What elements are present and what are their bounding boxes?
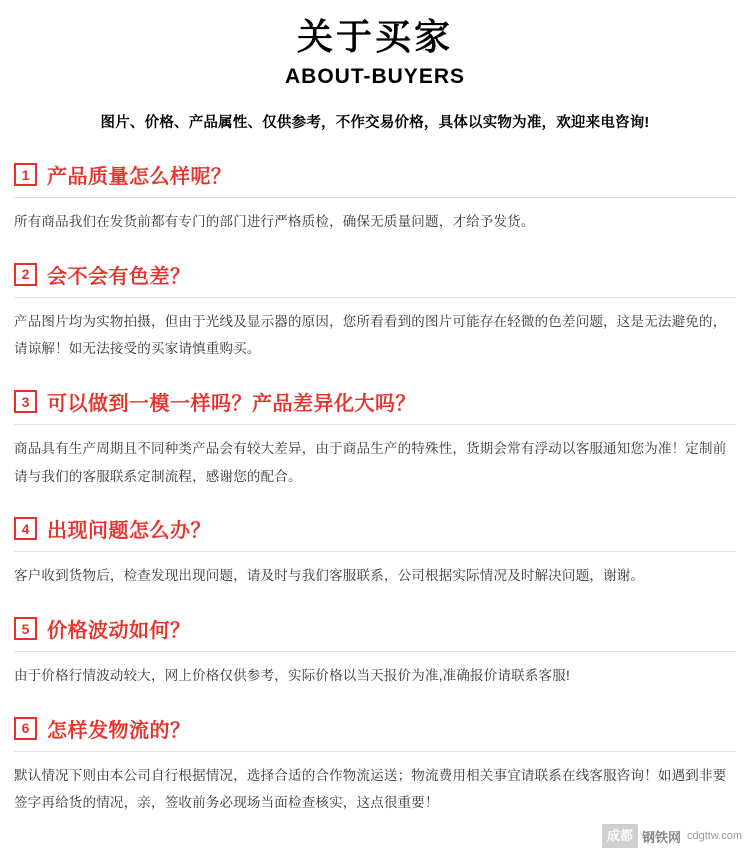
faq-question: 会不会有色差？ [47, 265, 191, 288]
intro-text: 图片、价格、产品属性、仅供参考，不作交易价格，具体以实物为准，欢迎来电咨询! [100, 115, 650, 131]
watermark-text-label: 钢铁网 [641, 829, 681, 845]
faq-number-badge: 4 [14, 517, 37, 540]
page-title: 关于买家 [296, 16, 453, 57]
faq-question: 价格波动如何？ [47, 620, 191, 643]
site-watermark [602, 823, 742, 849]
faq-question: 可以做到一模一样吗？产品差异化大吗？ [47, 393, 416, 416]
faq-question-row [14, 150, 736, 197]
faq-number-badge: 5 [14, 617, 37, 640]
faq-list [0, 150, 750, 829]
faq-question: 出现问题怎么办？ [47, 520, 211, 543]
faq-number-badge: 3 [14, 390, 37, 413]
faq-question-row [14, 604, 736, 651]
faq-answer: 产品图片均为实物拍摄，但由于光线及显示器的原因，您所看看到的图片可能存在轻微的色差问题，这是无法避免的，请谅解！如无法接受的买家请慎重购买。 [14, 297, 736, 375]
faq-question: 产品质量怎么样呢？ [47, 166, 232, 188]
faq-item [14, 377, 736, 502]
page-header [0, 0, 750, 89]
faq-item [14, 504, 736, 602]
faq-question-row [14, 704, 736, 751]
faq-question-row [14, 250, 736, 297]
faq-item [14, 250, 736, 375]
faq-question: 怎样发物流的？ [47, 719, 191, 742]
watermark-url: cdgttw.com [686, 830, 742, 842]
faq-number-badge: 2 [14, 263, 37, 286]
faq-question-row [14, 504, 736, 551]
faq-question-row [14, 377, 736, 424]
faq-item [14, 704, 736, 829]
faq-number-badge: 6 [14, 717, 37, 740]
faq-number-badge: 1 [14, 163, 37, 186]
faq-answer: 由于价格行情波动较大，网上价格仅供参考，实际价格以当天报价为准,准确报价请联系客服! [14, 651, 736, 702]
watermark-block-label: 成都 [602, 824, 638, 848]
faq-answer: 默认情况下则由本公司自行根据情况，选择合适的合作物流运送；物流费用相关事宜请联系在线客服咨询！如遇到非要签字再给货的情况，亲，签收前务必现场当面检查核实，这点很重要！ [14, 751, 736, 829]
faq-item [14, 604, 736, 702]
faq-item [14, 150, 736, 248]
faq-answer: 商品具有生产周期且不同种类产品会有较大差异，由于商品生产的特殊性，货期会常有浮动以客服通知您为准！定制前请与我们的客服联系定制流程，感谢您的配合。 [14, 424, 736, 502]
faq-answer: 客户收到货物后，检查发现出现问题，请及时与我们客服联系，公司根据实际情况及时解决问题，谢谢。 [14, 551, 736, 602]
page-subtitle: ABOUT-BUYERS [284, 65, 465, 88]
faq-answer: 所有商品我们在发货前都有专门的部门进行严格质检，确保无质量问题，才给予发货。 [14, 197, 736, 248]
